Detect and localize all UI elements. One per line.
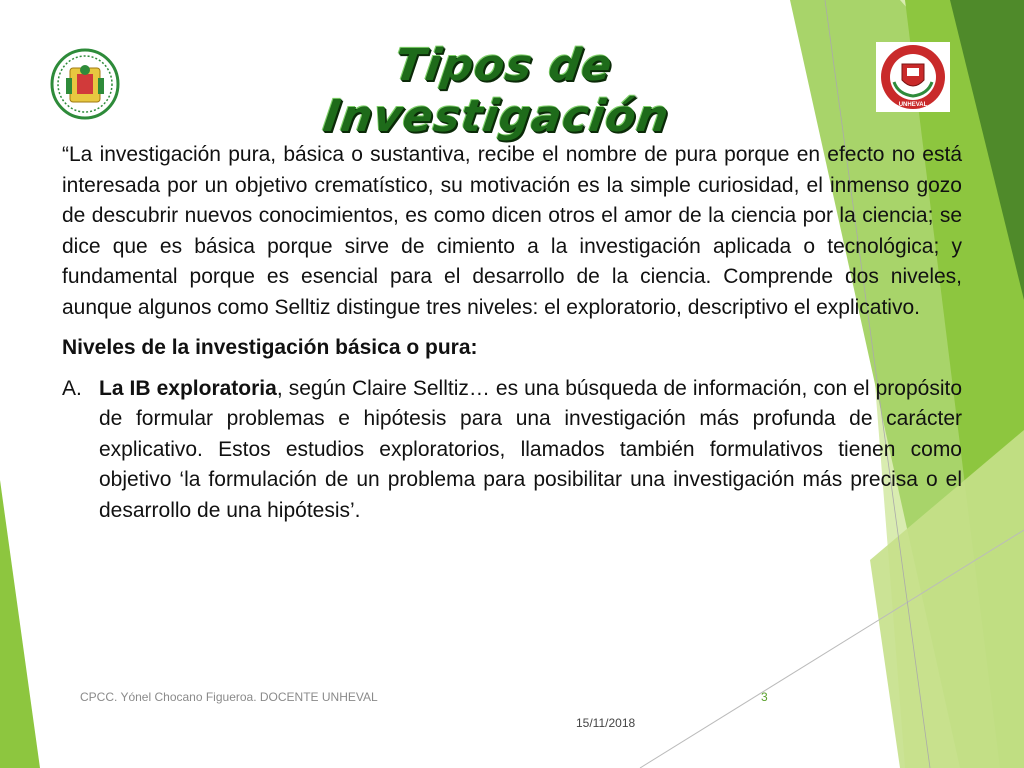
footer-author: CPCC. Yónel Chocano Figueroa. DOCENTE UNHEVAL (80, 690, 378, 704)
section-heading: Niveles de la investigación básica o pura: (62, 336, 478, 359)
left-green-strip (0, 480, 40, 768)
footer-date: 15/11/2018 (576, 716, 636, 730)
university-crest-icon (50, 48, 120, 120)
intro-paragraph: “La investigación pura, básica o sustantiva, recibe el nombre de pura porque en efecto no está interesada por un objetivo crematístico, su motivación es la simple curiosidad, el inmenso gozo de descubrir nuevos conocimientos, es como dicen otros el amor de la ciencia por la ciencia; se dice que es básica porque sirve de cimiento a la investigación aplicada o tecnológica; y fundamental porque es esencial para el desarrollo de la ciencia. Comprende dos niveles, aunque algunos como Selltiz distingue tres niveles: el exploratorio, descriptivo el explicativo. (62, 143, 962, 319)
slide-body (62, 140, 962, 526)
list-item-term: La IB exploratoria (99, 376, 277, 400)
list-item-a (62, 374, 962, 527)
slide-title: Tipos de Investigación (320, 40, 673, 142)
faculty-seal-icon (876, 42, 950, 112)
list-marker: A. (62, 376, 82, 400)
seal-text: UNHEVAL (898, 102, 928, 108)
list-item-text (99, 374, 962, 527)
list-item-description: , según Claire Selltiz… es una búsqueda de información, con el propósito de formular problemas e hipótesis para una investigación más profunda de carácter explicativo. Estos estudios exploratorios, llamados también formulativos tienen como objetivo ‘la formulación de un problema para posibilitar una investigación más precisa o el desarrollo de una hipótesis’. (99, 376, 962, 522)
slide-number: 3 (761, 690, 768, 704)
